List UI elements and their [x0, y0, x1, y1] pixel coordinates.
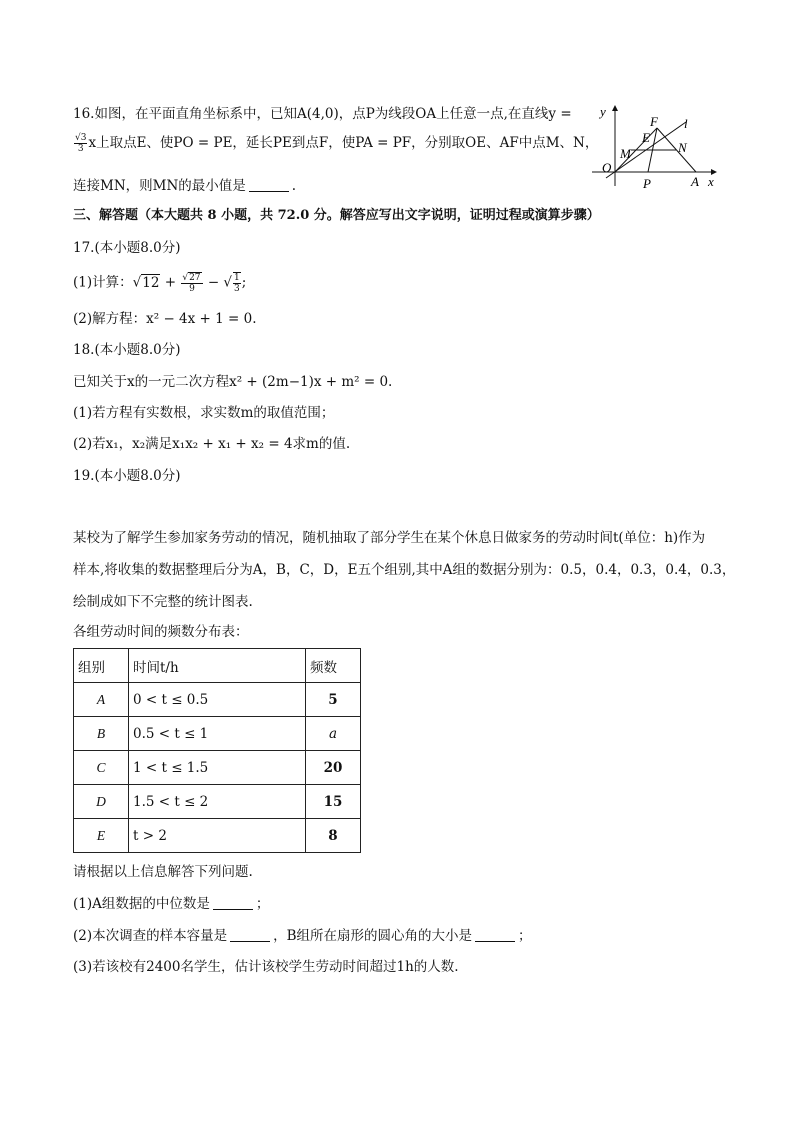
q16-fraction [74, 133, 87, 154]
q19-part2-text-b: ，B组所在扇形的圆心角的大小是 [273, 928, 473, 944]
label-M: M [620, 146, 631, 161]
q17-sqrt12: 12 [142, 274, 160, 291]
table-cell-frequency: 15 [306, 785, 361, 819]
label-O: O [602, 160, 612, 175]
table-cell-frequency: 8 [306, 819, 361, 853]
table-cell-time: 1.5 < t ≤ 2 [129, 785, 306, 819]
table-header-cell: 组别 [74, 649, 129, 683]
q17-header: 17.(本小题8.0分) [73, 240, 181, 256]
table-row [74, 819, 361, 853]
q18-part1: (1)若方程有实数根，求实数m的取值范围； [73, 405, 335, 421]
q19-part1-blank[interactable] [213, 895, 253, 910]
label-l: l [684, 116, 688, 131]
q19-part2-blank-1[interactable] [230, 927, 270, 942]
label-N: N [678, 140, 687, 155]
table-cell-time: t > 2 [129, 819, 306, 853]
q17-frac-27-9: $\frac{√27}{9}$ [182, 272, 201, 294]
q16-line3-end: . [291, 178, 297, 194]
q19-part1-end: ； [255, 896, 270, 912]
table-cell-time: 1 < t ≤ 1.5 [129, 751, 306, 785]
q19-part2 [73, 926, 532, 946]
q16-line1: 16.如图，在平面直角坐标系中，已知A(4,0)，点P为线段OA上任意一点,在直线y = [73, 106, 572, 122]
q19-stem1: 某校为了解学生参加家务劳动的情况，随机抽取了部分学生在某个休息日做家务的劳动时间t(单位：h)作为 [73, 530, 706, 546]
q19-part2-text-a: (2)本次调查的样本容量是 [73, 928, 228, 944]
label-P: P [643, 176, 651, 191]
frequency-table [73, 648, 361, 853]
q17-frac-1-3: $\frac{1}{3}$ [234, 273, 240, 294]
table-cell-frequency: 5 [306, 683, 361, 717]
q19-stem2: 样本,将收集的数据整理后分为A，B，C，D，E五个组别,其中A组的数据分别为：0.5，0.4，0.3，0.4，0.3， [73, 562, 736, 578]
table-header-cell: 频数 [306, 649, 361, 683]
table-row [74, 683, 361, 717]
table-cell-frequency: a [306, 717, 361, 751]
label-F: F [650, 114, 658, 129]
table-cell-group: E [74, 819, 129, 853]
q19-part2-blank-2[interactable] [475, 927, 515, 942]
q16-line2 [73, 133, 598, 154]
q16-line2-text: x上取点E、使PO = PE，延长PE到点F，使PA = PF，分别取OE、AF中点M、N， [88, 135, 599, 151]
q19-table-title: 各组劳动时间的频数分布表： [73, 624, 249, 640]
section3-heading: 三、解答题（本大题共 8 小题，共 72.0 分。解答应写出文字说明，证明过程或演算步骤） [73, 208, 600, 223]
table-cell-time: 0.5 < t ≤ 1 [129, 717, 306, 751]
table-row [74, 751, 361, 785]
table-cell-group: A [74, 683, 129, 717]
geometry-figure [588, 100, 724, 192]
label-y: y [600, 104, 606, 119]
table-cell-time: 0 < t ≤ 0.5 [129, 683, 306, 717]
q16-answer-blank[interactable] [249, 177, 289, 192]
table-header-row [74, 649, 361, 683]
q17-part1: (1)计算：√12 + $\frac{√27}{9}$ − √ $\frac{1}{3}$ ; [73, 272, 247, 294]
table-cell-frequency: 20 [306, 751, 361, 785]
q19-stem3: 绘制成如下不完整的统计图表. [73, 594, 253, 610]
q19-part3: (3)若该校有2400名学生，估计该校学生劳动时间超过1h的人数. [73, 959, 459, 975]
q19-part1-text: (1)A组数据的中位数是 [73, 896, 210, 912]
table-row [74, 785, 361, 819]
q18-part2: (2)若x₁，x₂满足x₁x₂ + x₁ + x₂ = 4求m的值. [73, 436, 351, 452]
q19-prompt: 请根据以上信息解答下列问题. [73, 864, 253, 880]
q16-frac-num: √3 [75, 133, 87, 143]
table-row [74, 717, 361, 751]
q19-header: 19.(本小题8.0分) [73, 468, 181, 484]
q17-part2: (2)解方程：x² − 4x + 1 = 0. [73, 311, 257, 327]
q19-part1 [73, 894, 269, 914]
q16-line3-text: 连接MN，则MN的最小值是 [73, 178, 246, 194]
table-cell-group: D [74, 785, 129, 819]
table-cell-group: C [74, 751, 129, 785]
q19-part2-end: ； [518, 928, 532, 944]
table-header-cell: 时间t/h [129, 649, 306, 683]
label-E: E [642, 130, 650, 145]
label-A: A [691, 174, 699, 189]
label-x: x [708, 174, 714, 189]
q18-stem: 已知关于x的一元二次方程x² + (2m−1)x + m² = 0. [73, 374, 393, 390]
q17-part1-prefix: (1)计算： [73, 274, 133, 291]
q16-frac-den: 3 [77, 144, 84, 154]
q16-line3 [73, 176, 296, 196]
table-cell-group: B [74, 717, 129, 751]
q18-header: 18.(本小题8.0分) [73, 342, 181, 358]
